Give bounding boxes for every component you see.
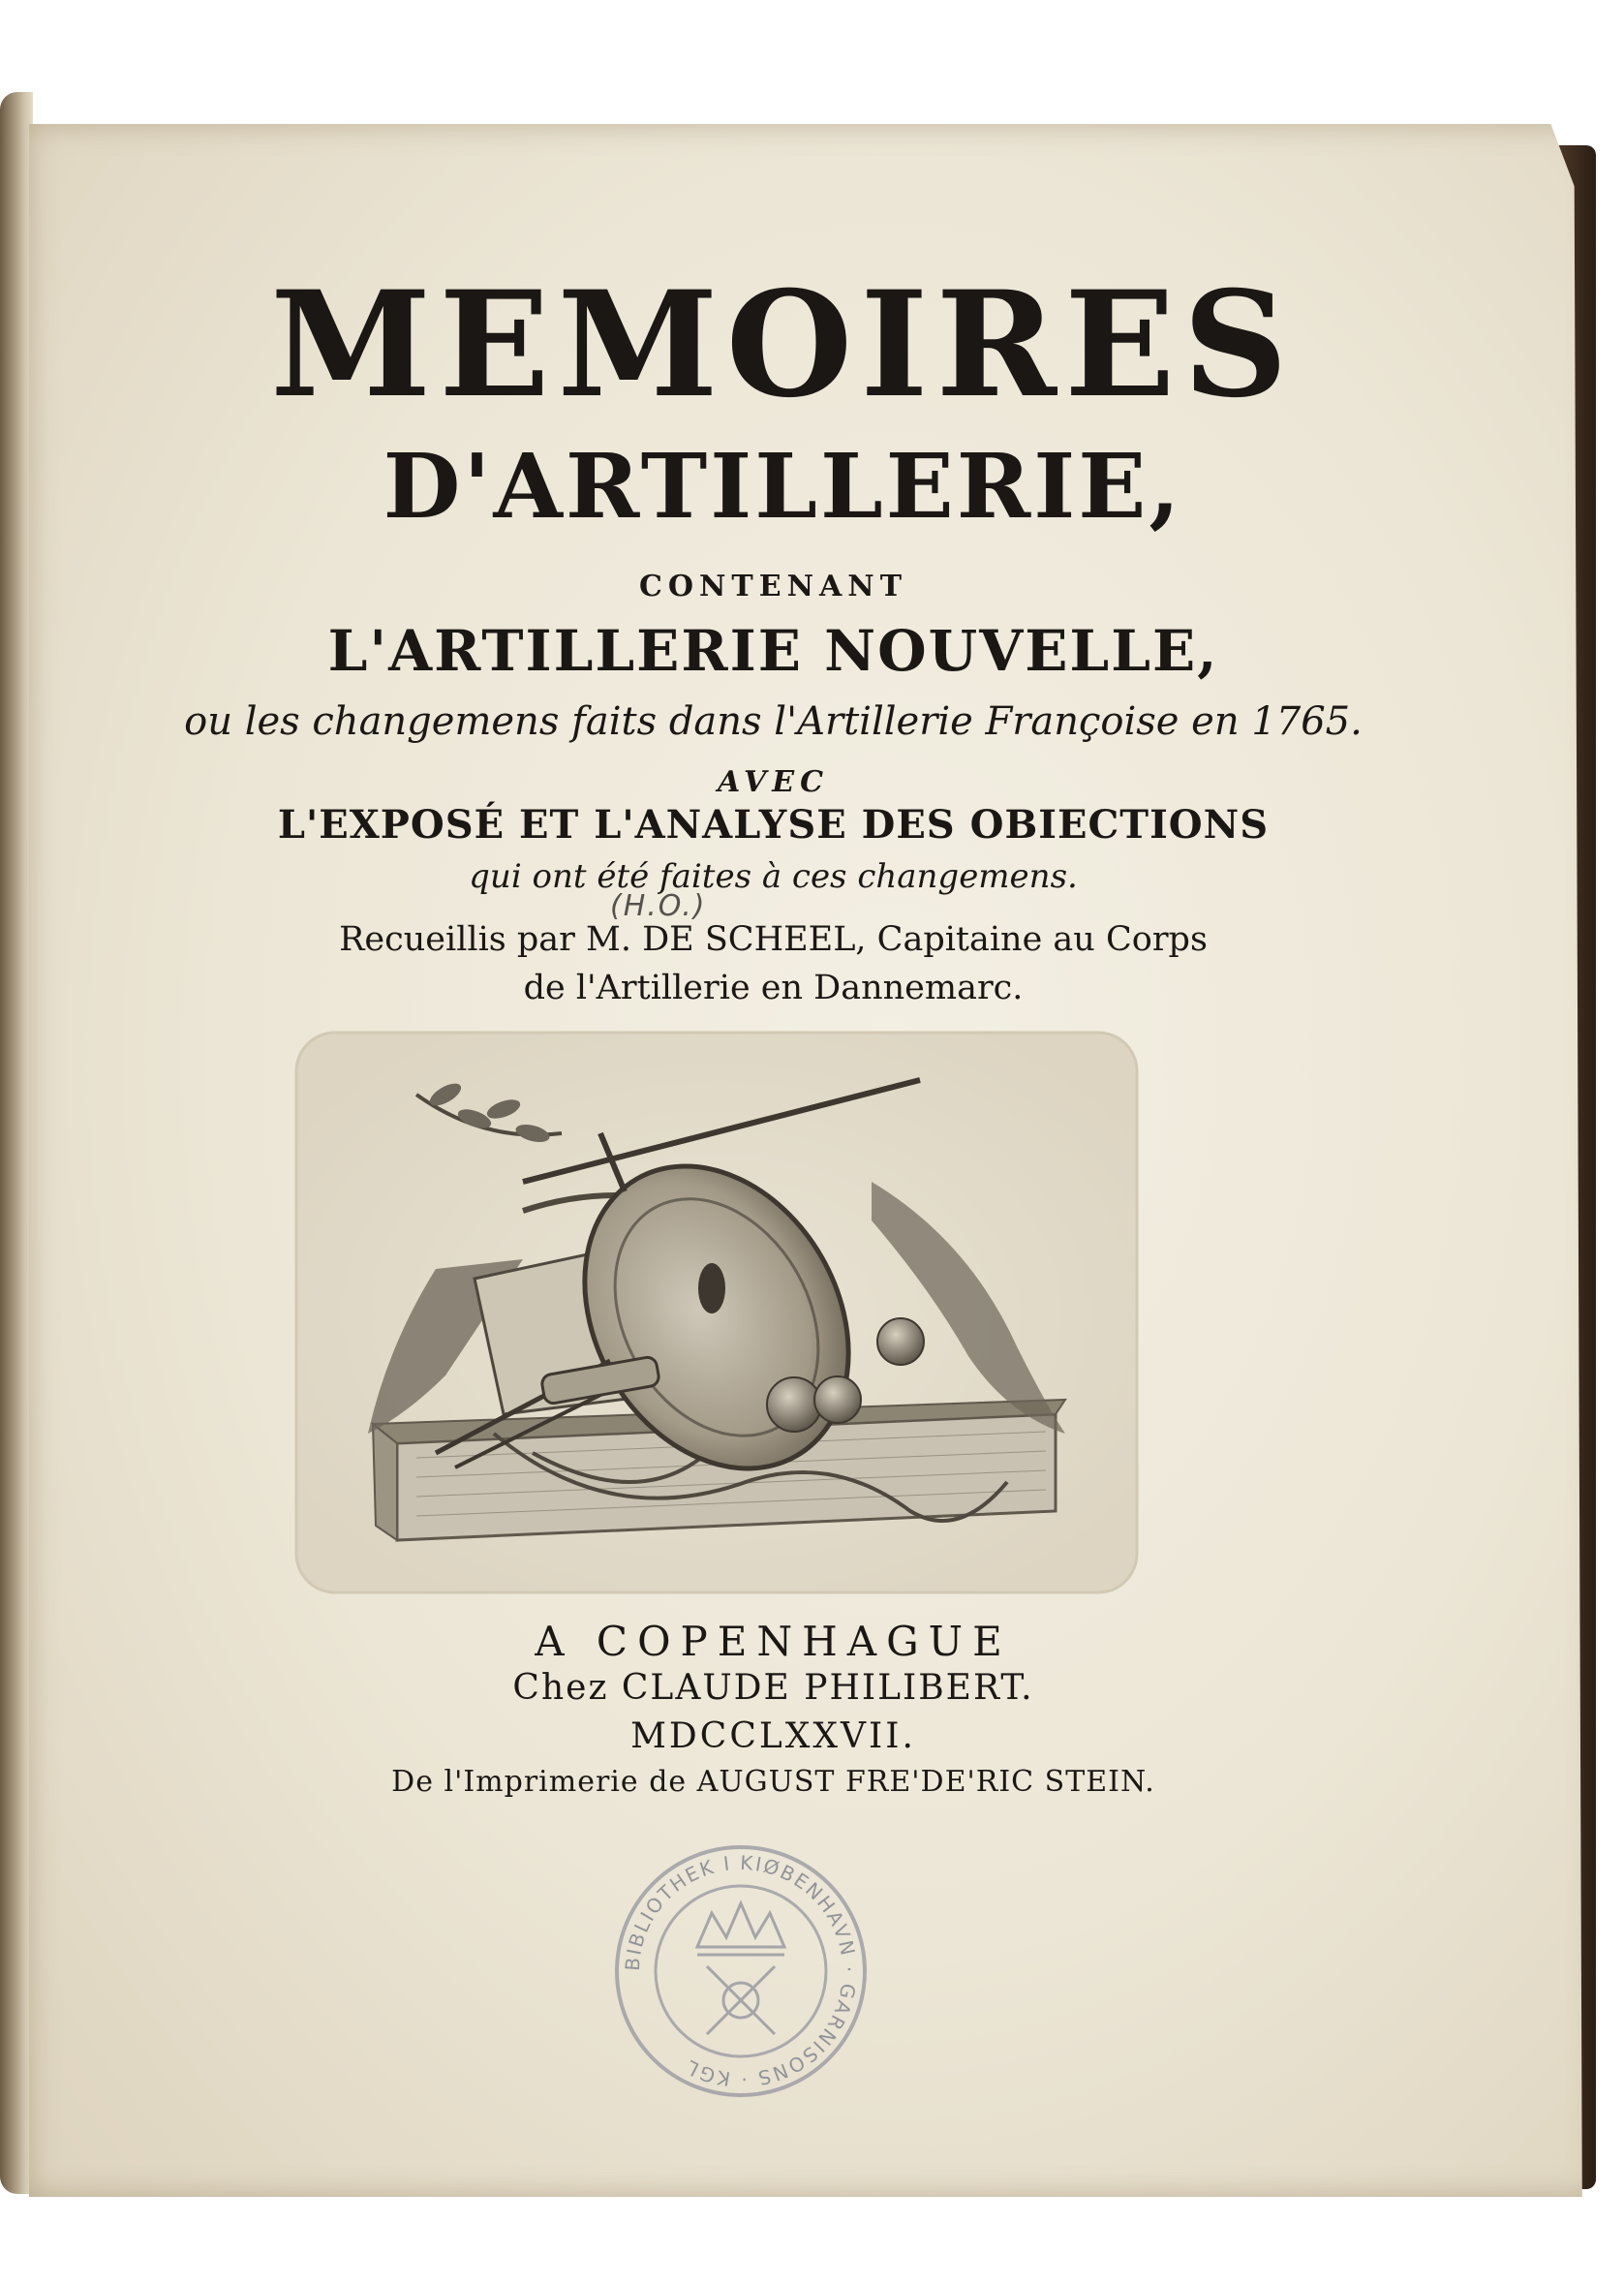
stamp-legend: BIBLIOTHEK I KIØBENHAVN · GARNISONS · KGL <box>620 1850 862 2092</box>
shield-boss <box>698 1263 725 1313</box>
imprint-year: MDCCLXXVII. <box>630 1716 916 1756</box>
editor-line: Recueillis par M. DE SCHEEL, Capitaine au Corps <box>339 920 1208 959</box>
contenant-line: CONTENANT <box>638 570 908 603</box>
engraved-vignette <box>291 1027 1143 1598</box>
cannon-ball <box>814 1376 861 1423</box>
imprint-printer: De l'Imprimerie de AUGUST FRE'DE'RIC STEIN. <box>391 1765 1155 1799</box>
subtitle: D'ARTILLERIE, <box>383 434 1183 539</box>
changemens-line: ou les changemens faits dans l'Artillerie Françoise en 1765. <box>184 699 1363 744</box>
artillerie-nouvelle-line: L'ARTILLERIE NOUVELLE, <box>327 618 1219 684</box>
expose-line: L'EXPOSÉ ET L'ANALYSE DES OBIECTIONS <box>277 802 1270 848</box>
imprint-city: A COPENHAGUE <box>535 1618 1012 1665</box>
avec-line: AVEC <box>717 765 830 799</box>
objections-subline: qui ont été faites à ces changemens. <box>469 857 1078 896</box>
imprint-publisher: Chez CLAUDE PHILIBERT. <box>512 1668 1034 1708</box>
cannon-ball <box>877 1318 924 1365</box>
cannon-ball <box>767 1377 821 1432</box>
crown-emblem-icon <box>697 1903 784 2034</box>
library-stamp <box>610 1840 872 2102</box>
main-title: MEMOIRES <box>270 260 1296 430</box>
handwritten-annotation: (H.O.) <box>610 889 707 923</box>
editor-line-2: de l'Artillerie en Dannemarc. <box>523 969 1024 1007</box>
